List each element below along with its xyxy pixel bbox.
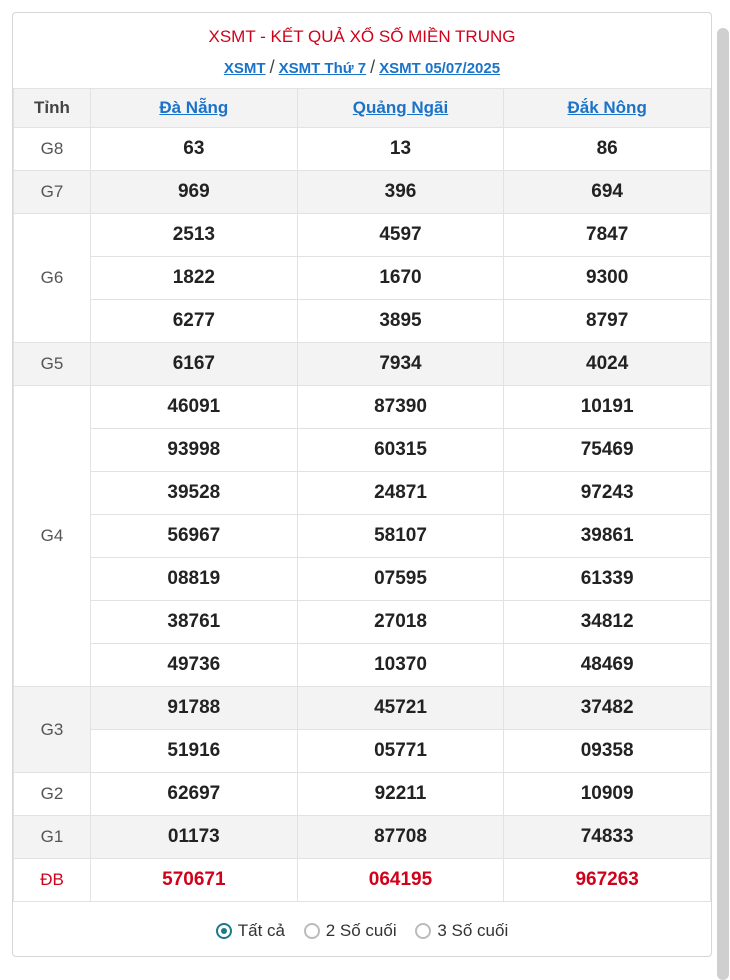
breadcrumb-separator: / bbox=[269, 57, 275, 77]
prize-number: 97243 bbox=[504, 472, 711, 515]
prize-number: 13 bbox=[297, 128, 504, 171]
prize-number: 91788 bbox=[91, 687, 298, 730]
breadcrumb-xsmt-link[interactable]: XSMT bbox=[223, 60, 266, 77]
prize-number: 87708 bbox=[297, 816, 504, 859]
prize-number: 4024 bbox=[504, 343, 711, 386]
prize-number: 37482 bbox=[504, 687, 711, 730]
prize-number: 39861 bbox=[504, 515, 711, 558]
prize-number: 86 bbox=[504, 128, 711, 171]
table-row bbox=[14, 773, 711, 816]
table-row bbox=[14, 472, 711, 515]
prize-label: G6 bbox=[14, 214, 91, 343]
prize-label: G4 bbox=[14, 386, 91, 687]
prize-number: 60315 bbox=[297, 429, 504, 472]
prize-number: 05771 bbox=[297, 730, 504, 773]
digit-filter-options bbox=[13, 920, 711, 941]
table-row bbox=[14, 257, 711, 300]
table-row bbox=[14, 730, 711, 773]
option-label: 3 Số cuối bbox=[437, 920, 509, 940]
prize-label: G7 bbox=[14, 171, 91, 214]
option-label: 2 Số cuối bbox=[325, 920, 397, 940]
table-header-row bbox=[14, 89, 711, 128]
province-header bbox=[297, 89, 504, 128]
table-row bbox=[14, 429, 711, 472]
prize-number: 46091 bbox=[91, 386, 298, 429]
table-row bbox=[14, 214, 711, 257]
prize-number: 87390 bbox=[297, 386, 504, 429]
prize-number: 56967 bbox=[91, 515, 298, 558]
results-table bbox=[13, 88, 711, 902]
prize-number: 1822 bbox=[91, 257, 298, 300]
province-link-quang-ngai[interactable]: Quảng Ngãi bbox=[352, 98, 449, 117]
prize-label: G3 bbox=[14, 687, 91, 773]
prize-label: G8 bbox=[14, 128, 91, 171]
prize-number: 3895 bbox=[297, 300, 504, 343]
table-row bbox=[14, 859, 711, 902]
table-row bbox=[14, 601, 711, 644]
prize-number: 01173 bbox=[91, 816, 298, 859]
option-last-2[interactable] bbox=[304, 921, 397, 941]
table-row bbox=[14, 644, 711, 687]
prize-label: G2 bbox=[14, 773, 91, 816]
prize-number: 064195 bbox=[297, 859, 504, 902]
option-last-3[interactable] bbox=[415, 921, 508, 941]
prize-number: 74833 bbox=[504, 816, 711, 859]
page-title: XSMT - KẾT QUẢ XỔ SỐ MIỀN TRUNG bbox=[208, 27, 516, 46]
table-row bbox=[14, 128, 711, 171]
prize-number: 61339 bbox=[504, 558, 711, 601]
prize-number: 10370 bbox=[297, 644, 504, 687]
prize-number: 48469 bbox=[504, 644, 711, 687]
prize-number: 51916 bbox=[91, 730, 298, 773]
radio-icon[interactable] bbox=[415, 923, 431, 939]
option-label: Tất cả bbox=[237, 920, 285, 940]
table-row bbox=[14, 171, 711, 214]
option-all[interactable] bbox=[216, 921, 285, 941]
breadcrumb bbox=[13, 57, 711, 78]
prize-number: 24871 bbox=[297, 472, 504, 515]
prize-number: 9300 bbox=[504, 257, 711, 300]
scrollbar-thumb[interactable] bbox=[717, 28, 729, 980]
table-row bbox=[14, 343, 711, 386]
prize-number: 08819 bbox=[91, 558, 298, 601]
prize-number: 396 bbox=[297, 171, 504, 214]
radio-icon[interactable] bbox=[304, 923, 320, 939]
prize-number: 967263 bbox=[504, 859, 711, 902]
prize-number: 49736 bbox=[91, 644, 298, 687]
prize-number: 570671 bbox=[91, 859, 298, 902]
breadcrumb-separator: / bbox=[370, 57, 376, 77]
province-link-da-nang[interactable]: Đà Nẵng bbox=[159, 98, 229, 117]
province-header bbox=[504, 89, 711, 128]
table-row bbox=[14, 816, 711, 859]
breadcrumb-date-link[interactable]: XSMT 05/07/2025 bbox=[379, 60, 501, 77]
table-row bbox=[14, 386, 711, 429]
prize-number: 09358 bbox=[504, 730, 711, 773]
prize-number: 63 bbox=[91, 128, 298, 171]
results-card bbox=[12, 12, 712, 957]
prize-number: 92211 bbox=[297, 773, 504, 816]
prize-number: 38761 bbox=[91, 601, 298, 644]
prize-label: G5 bbox=[14, 343, 91, 386]
prize-number: 1670 bbox=[297, 257, 504, 300]
prize-number: 62697 bbox=[91, 773, 298, 816]
prize-number: 8797 bbox=[504, 300, 711, 343]
prize-number: 39528 bbox=[91, 472, 298, 515]
prize-number: 2513 bbox=[91, 214, 298, 257]
table-row bbox=[14, 687, 711, 730]
prize-number: 969 bbox=[91, 171, 298, 214]
prize-number: 6277 bbox=[91, 300, 298, 343]
prize-number: 07595 bbox=[297, 558, 504, 601]
prize-number: 58107 bbox=[297, 515, 504, 558]
prize-number: 34812 bbox=[504, 601, 711, 644]
prize-number: 10191 bbox=[504, 386, 711, 429]
prize-number: 6167 bbox=[91, 343, 298, 386]
prize-number: 27018 bbox=[297, 601, 504, 644]
prize-number: 7847 bbox=[504, 214, 711, 257]
prize-number: 10909 bbox=[504, 773, 711, 816]
prize-label: ĐB bbox=[14, 859, 91, 902]
table-row bbox=[14, 300, 711, 343]
prize-number: 7934 bbox=[297, 343, 504, 386]
province-label-header: Tỉnh bbox=[14, 89, 91, 128]
scrollbar-track[interactable] bbox=[716, 12, 730, 968]
table-row bbox=[14, 515, 711, 558]
prize-number: 694 bbox=[504, 171, 711, 214]
prize-number: 4597 bbox=[297, 214, 504, 257]
radio-selected-icon[interactable] bbox=[216, 923, 232, 939]
prize-number: 45721 bbox=[297, 687, 504, 730]
province-header bbox=[91, 89, 298, 128]
breadcrumb-day-link[interactable]: XSMT Thứ 7 bbox=[278, 60, 367, 77]
table-row bbox=[14, 558, 711, 601]
prize-number: 75469 bbox=[504, 429, 711, 472]
province-link-dak-nong[interactable]: Đắk Nông bbox=[567, 98, 647, 117]
prize-number: 93998 bbox=[91, 429, 298, 472]
prize-label: G1 bbox=[14, 816, 91, 859]
